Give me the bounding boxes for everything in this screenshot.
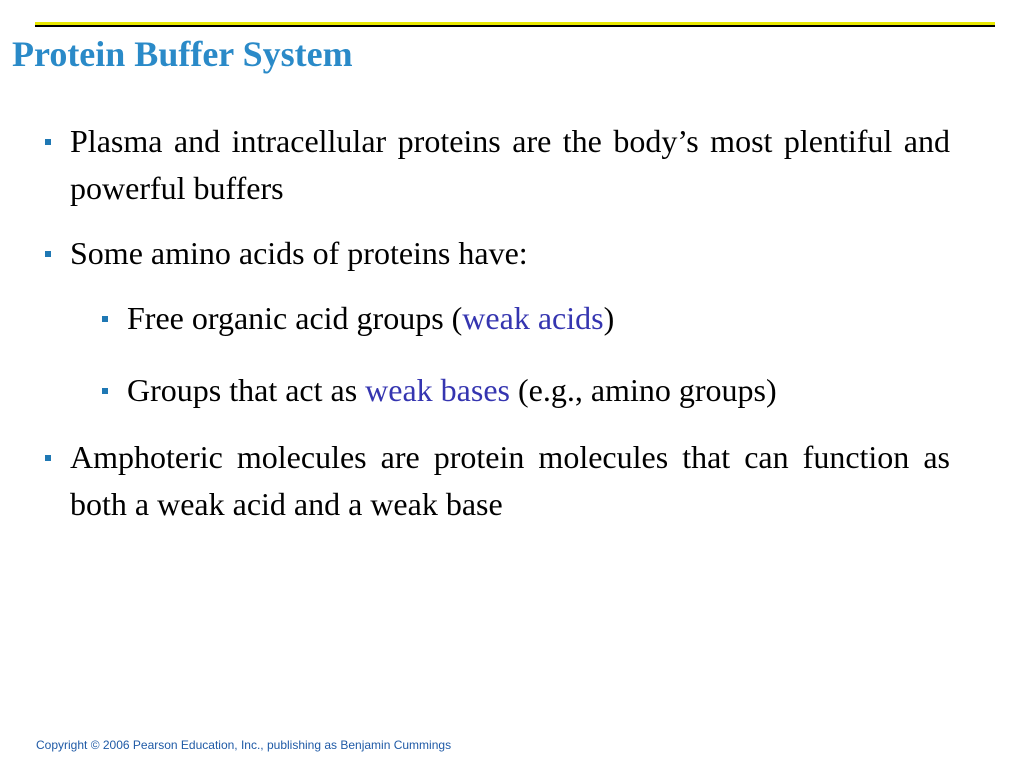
- bullet-marker: [102, 316, 108, 322]
- bullet-text: Some amino acids of proteins have:: [70, 235, 528, 271]
- bullet-list: [45, 118, 950, 528]
- bullet-text-after: ): [603, 300, 615, 336]
- bullet-item: [45, 118, 950, 212]
- slide-title: Protein Buffer System: [12, 34, 353, 74]
- header-rule-black: [35, 25, 995, 27]
- bullet-text-before: Free organic acid groups (: [127, 300, 463, 336]
- header-rule: [35, 22, 995, 30]
- sub-bullet-item: [102, 295, 950, 342]
- highlight-term: weak acids: [462, 300, 604, 336]
- highlight-term: weak bases: [365, 372, 510, 408]
- bullet-marker: [45, 455, 51, 461]
- sub-bullet-item: [102, 367, 950, 414]
- bullet-marker: [45, 139, 51, 145]
- bullet-text: Plasma and intracellular proteins are the body’s most plentiful and powerful buffers: [70, 123, 950, 206]
- bullet-text-after: (e.g., amino groups): [509, 372, 777, 408]
- bullet-marker: [102, 388, 108, 394]
- bullet-item: [45, 230, 950, 277]
- bullet-marker: [45, 251, 51, 257]
- bullet-item: [45, 434, 950, 528]
- copyright-footer: Copyright © 2006 Pearson Education, Inc., publishing as Benjamin Cummings: [36, 738, 452, 752]
- bullet-text: Amphoteric molecules are protein molecules that can function as both a weak acid and a weak base: [70, 439, 950, 522]
- bullet-text-before: Groups that act as: [127, 372, 366, 408]
